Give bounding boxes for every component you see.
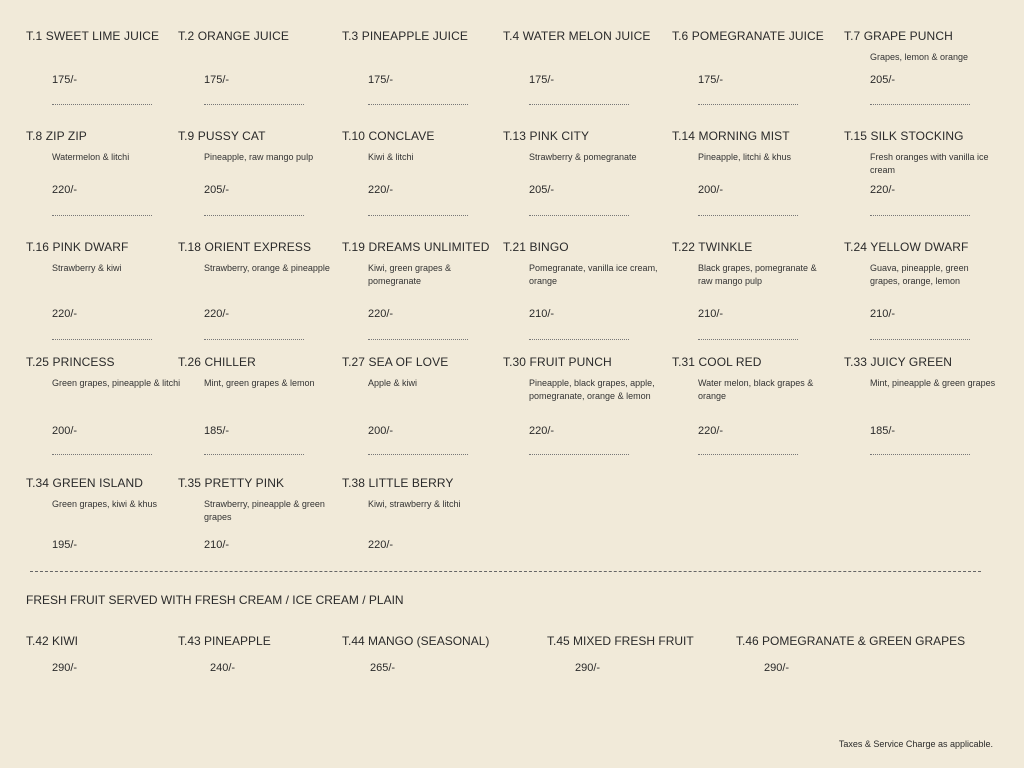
item-price: 205/- [204, 184, 230, 196]
item-name: T.15 SILK STOCKING [844, 129, 964, 143]
item-price: 175/- [368, 74, 394, 86]
dotted-line [698, 454, 798, 455]
fruit-name: T.44 MANGO (SEASONAL) [342, 634, 490, 648]
item-name: T.33 JUICY GREEN [844, 355, 953, 369]
dotted-line [52, 104, 152, 105]
item-price: 210/- [698, 308, 724, 320]
dotted-line [52, 454, 152, 455]
dotted-line [529, 339, 629, 340]
item-name: T.14 MORNING MIST [672, 129, 790, 143]
dotted-line [870, 215, 970, 216]
item-description: Pineapple, black grapes, apple, pomegranate, orange & lemon [529, 378, 655, 401]
item-price: 220/- [204, 308, 230, 320]
item-name: T.30 FRUIT PUNCH [503, 355, 612, 369]
item-name: T.10 CONCLAVE [342, 129, 435, 143]
dotted-line [870, 339, 970, 340]
fruit-name: T.45 MIXED FRESH FRUIT [547, 634, 694, 648]
item-price: 175/- [529, 74, 555, 86]
item-description: Water melon, black grapes & orange [698, 378, 814, 401]
item-name: T.21 BINGO [503, 240, 569, 254]
item-description: Kiwi, strawberry & litchi [368, 499, 461, 509]
item-name: T.26 CHILLER [178, 355, 256, 369]
item-name: T.19 DREAMS UNLIMITED [342, 240, 490, 254]
item-price: 220/- [368, 308, 394, 320]
item-price: 220/- [368, 539, 394, 551]
dotted-line [698, 339, 798, 340]
fresh-fruit-title: FRESH FRUIT SERVED WITH FRESH CREAM / ICE CREAM / PLAIN [26, 593, 404, 607]
item-description: Green grapes, pineapple & litchi [52, 378, 181, 388]
dotted-line [698, 215, 798, 216]
item-name: T.18 ORIENT EXPRESS [178, 240, 312, 254]
item-name: T.27 SEA OF LOVE [342, 355, 449, 369]
item-description: Pomegranate, vanilla ice cream, orange [529, 263, 658, 286]
item-description: Black grapes, pomegranate & raw mango pulp [698, 263, 817, 286]
item-price: 210/- [529, 308, 555, 320]
item-description: Green grapes, kiwi & khus [52, 499, 158, 509]
dotted-line [204, 454, 304, 455]
dotted-line [204, 104, 304, 105]
item-description: Strawberry & kiwi [52, 263, 122, 273]
item-name: T.16 PINK DWARF [26, 240, 129, 254]
item-name: T.8 ZIP ZIP [26, 129, 87, 143]
item-price: 185/- [204, 425, 230, 437]
fruit-price: 240/- [210, 662, 236, 674]
item-price: 220/- [698, 425, 724, 437]
item-name: T.31 COOL RED [672, 355, 762, 369]
item-description: Guava, pineapple, green grapes, orange, lemon [870, 263, 969, 286]
dotted-line [529, 104, 629, 105]
fruit-price: 290/- [764, 662, 790, 674]
item-price: 220/- [529, 425, 555, 437]
tax-footnote: Taxes & Service Charge as applicable. [838, 739, 993, 749]
item-description: Apple & kiwi [368, 378, 418, 388]
fruit-price: 290/- [575, 662, 601, 674]
dotted-line [204, 215, 304, 216]
item-description: Watermelon & litchi [52, 152, 130, 162]
item-price: 175/- [52, 74, 78, 86]
item-name: T.1 SWEET LIME JUICE [26, 29, 160, 43]
fresh-fruit-item [26, 634, 79, 674]
item-description: Kiwi, green grapes & pomegranate [368, 263, 452, 286]
item-name: T.24 YELLOW DWARF [844, 240, 969, 254]
dotted-line [52, 339, 152, 340]
item-name: T.7 GRAPE PUNCH [844, 29, 953, 43]
item-description: Fresh oranges with vanilla ice cream [870, 152, 989, 175]
item-price: 200/- [368, 425, 394, 437]
item-description: Mint, green grapes & lemon [204, 378, 315, 388]
item-name: T.38 LITTLE BERRY [342, 476, 454, 490]
dotted-line [368, 339, 468, 340]
item-price: 220/- [870, 184, 896, 196]
item-description: Grapes, lemon & orange [870, 52, 969, 62]
item-description: Strawberry, pineapple & green grapes [204, 499, 325, 522]
item-price: 210/- [870, 308, 896, 320]
item-price: 210/- [204, 539, 230, 551]
item-description: Kiwi & litchi [368, 152, 414, 162]
item-name: T.22 TWINKLE [672, 240, 753, 254]
fresh-fruit-item [342, 634, 490, 674]
fruit-name: T.42 KIWI [26, 634, 79, 648]
item-name: T.9 PUSSY CAT [178, 129, 266, 143]
fruit-name: T.43 PINEAPPLE [178, 634, 271, 648]
dotted-line [698, 104, 798, 105]
item-price: 205/- [529, 184, 555, 196]
dotted-line [204, 339, 304, 340]
fruit-name: T.46 POMEGRANATE & GREEN GRAPES [736, 634, 966, 648]
item-name: T.3 PINEAPPLE JUICE [342, 29, 468, 43]
item-name: T.2 ORANGE JUICE [178, 29, 289, 43]
section-divider [30, 571, 981, 572]
dotted-line [368, 215, 468, 216]
fruit-price: 265/- [370, 662, 396, 674]
item-name: T.6 POMEGRANATE JUICE [672, 29, 824, 43]
dotted-line [870, 104, 970, 105]
fresh-fruit-item [178, 634, 271, 674]
item-price: 175/- [204, 74, 230, 86]
item-name: T.13 PINK CITY [503, 129, 590, 143]
fruit-price: 290/- [52, 662, 78, 674]
item-price: 220/- [52, 308, 78, 320]
item-description: Strawberry & pomegranate [529, 152, 637, 162]
item-description: Pineapple, litchi & khus [698, 152, 792, 162]
dotted-line [529, 215, 629, 216]
item-name: T.4 WATER MELON JUICE [503, 29, 651, 43]
dotted-line [52, 215, 152, 216]
item-name: T.35 PRETTY PINK [178, 476, 285, 490]
item-name: T.34 GREEN ISLAND [26, 476, 144, 490]
item-price: 175/- [698, 74, 724, 86]
dotted-line [368, 454, 468, 455]
item-price: 200/- [52, 425, 78, 437]
item-price: 185/- [870, 425, 896, 437]
item-price: 205/- [870, 74, 896, 86]
item-name: T.25 PRINCESS [26, 355, 115, 369]
dotted-line [368, 104, 468, 105]
item-price: 195/- [52, 539, 78, 551]
fresh-fruit-item [736, 634, 966, 674]
item-price: 200/- [698, 184, 724, 196]
item-description: Strawberry, orange & pineapple [204, 263, 330, 273]
dotted-line [870, 454, 970, 455]
item-price: 220/- [52, 184, 78, 196]
dotted-line [529, 454, 629, 455]
item-description: Pineapple, raw mango pulp [204, 152, 314, 162]
item-price: 220/- [368, 184, 394, 196]
item-description: Mint, pineapple & green grapes [870, 378, 996, 388]
fresh-fruit-item [547, 634, 694, 674]
